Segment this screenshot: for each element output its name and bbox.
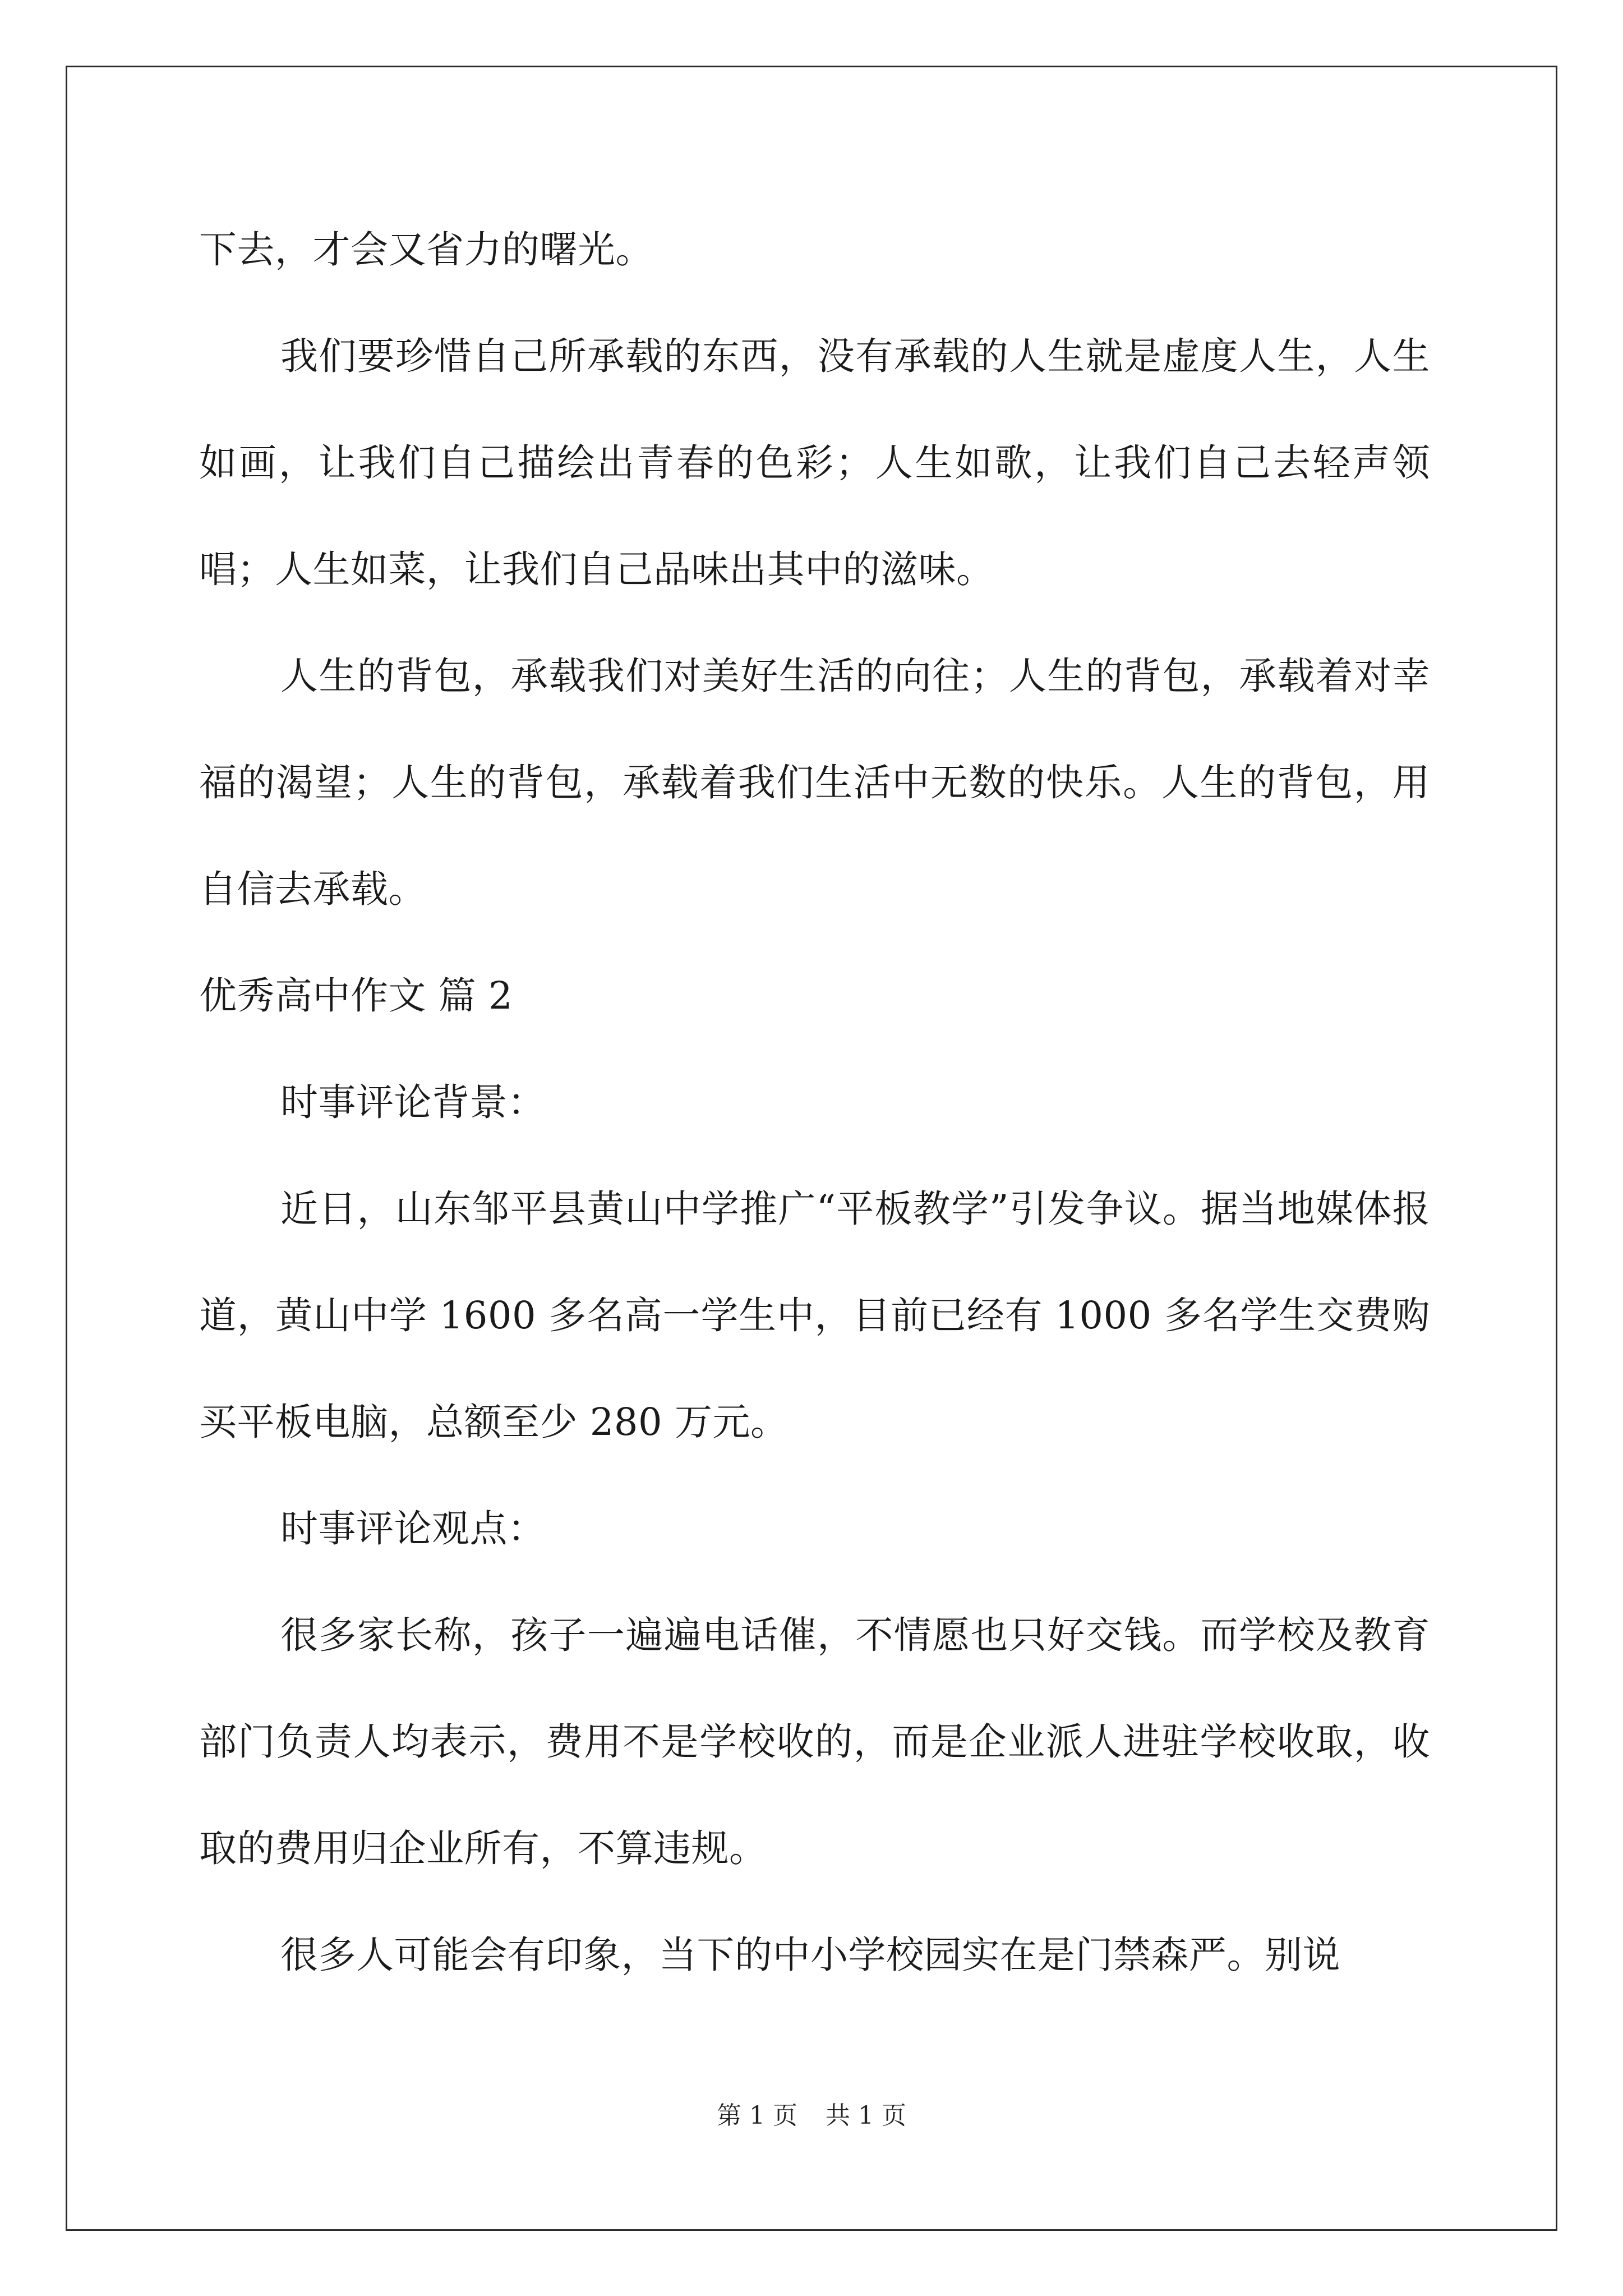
paragraph-news: 近日，山东邹平县黄山中学推广“平板教学”引发争议。据当地媒体报道，黄山中学 1600 多名高一学生中，目前已经有 1000 多名学生交费购买平板电脑，总额至少 280 万元。	[199, 1187, 1430, 1444]
paragraph-parents: 很多家长称，孩子一遍遍电话催，不情愿也只好交钱。而学校及教育部门负责人均表示，费用不是学校收的，而是企业派人进驻学校收取，收取的费用归企业所有，不算违规。	[199, 1613, 1430, 1870]
page-footer	[0, 2095, 1623, 2131]
paragraph-opinion-label: 时事评论观点：	[280, 1507, 546, 1550]
paragraph-1: 下去，才会又省力的曙光。	[199, 228, 653, 272]
paragraph-3: 人生的背包，承载我们对美好生活的向往；人生的背包，承载着对幸福的渴望；人生的背包，承载着我们生活中无数的快乐。人生的背包，用自信去承载。	[199, 654, 1430, 911]
paragraph-2: 我们要珍惜自己所承载的东西，没有承载的人生就是虚度人生，人生如画，让我们自己描绘出青春的色彩；人生如歌，让我们自己去轻声领唱；人生如菜，让我们自己品味出其中的滋味。	[199, 334, 1430, 591]
paragraph-background-label: 时事评论背景：	[280, 1080, 546, 1124]
paragraph-campus: 很多人可能会有印象，当下的中小学校园实在是门禁森严。别说	[280, 1933, 1340, 1977]
document-body	[199, 196, 1430, 2008]
section-heading: 优秀高中作文 篇 2	[199, 974, 513, 1018]
page-total: 共 1 页	[826, 2101, 906, 2130]
page-number: 第 1 页	[717, 2101, 797, 2130]
